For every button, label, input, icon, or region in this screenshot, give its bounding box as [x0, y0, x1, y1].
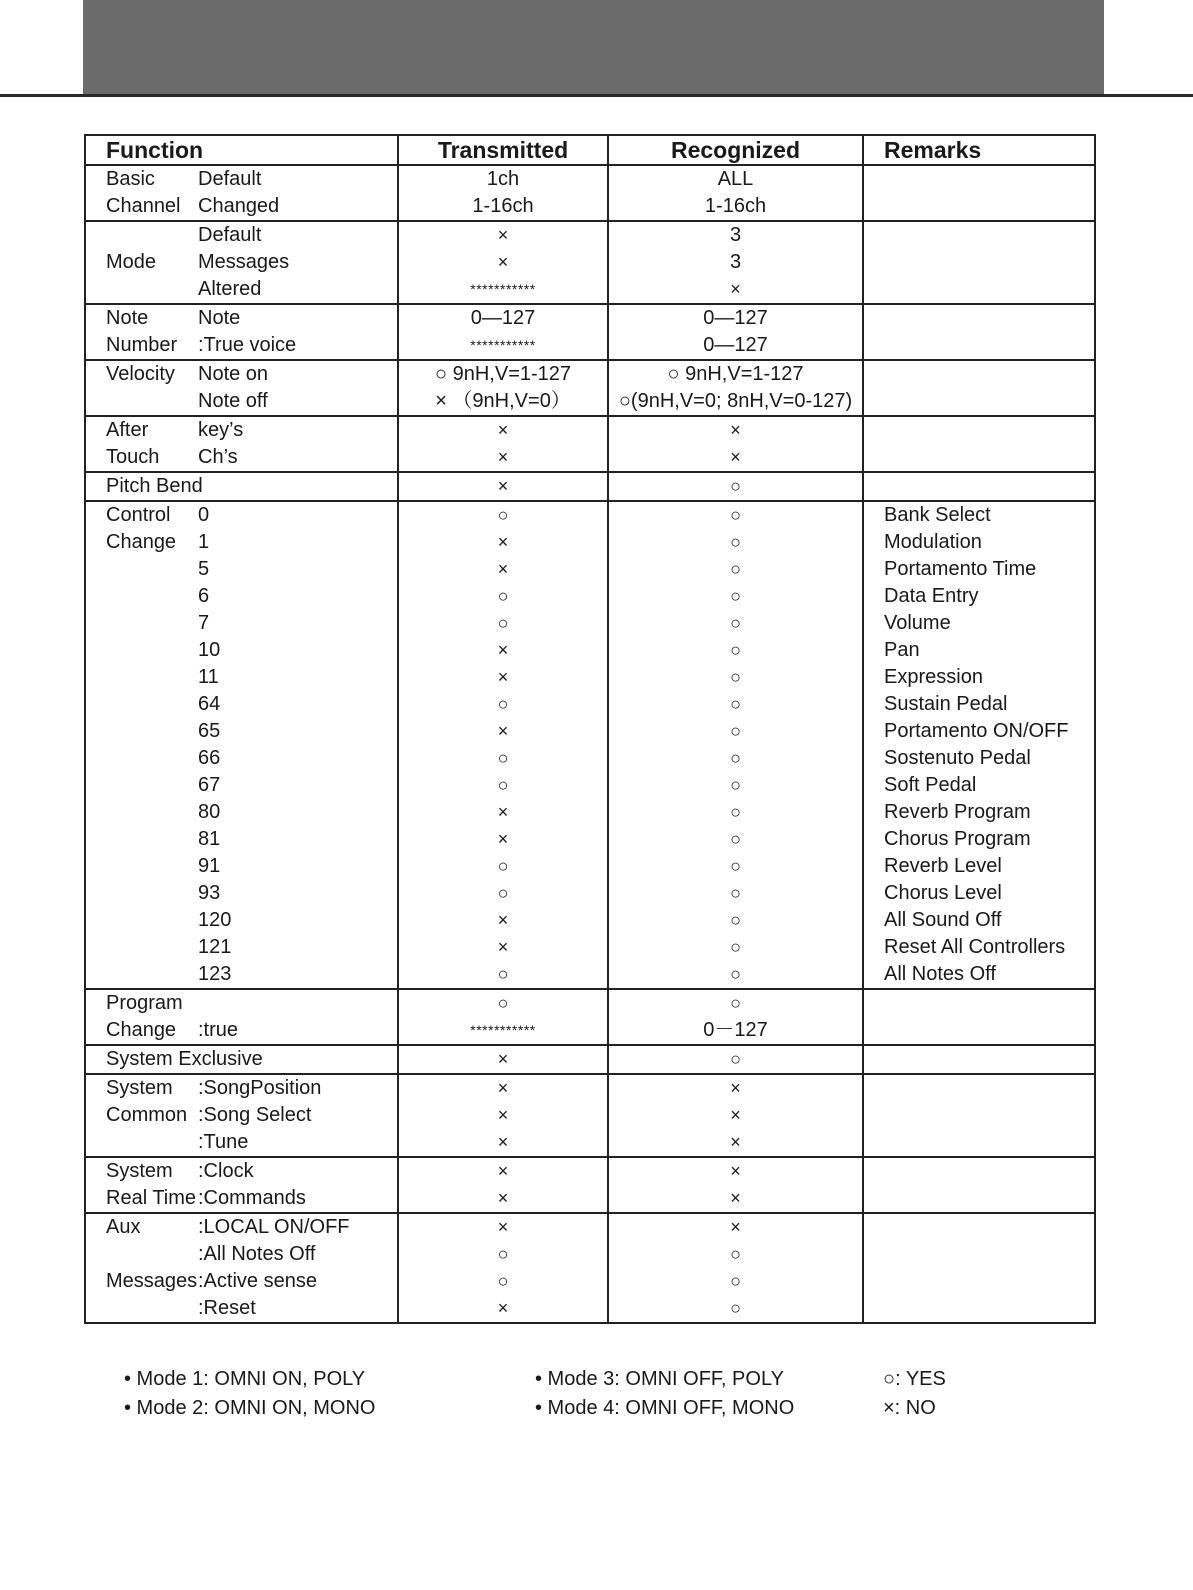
- transmitted-cell: ×: [398, 1295, 608, 1323]
- recognized-cell: 1-16ch: [608, 193, 863, 221]
- sub-function-cell: :All Notes Off: [198, 1243, 316, 1265]
- function-cell: System Exclusive: [106, 1048, 263, 1070]
- remarks-cell: [863, 1102, 1095, 1129]
- transmitted-cell: ×: [398, 637, 608, 664]
- recognized-cell: ○: [608, 799, 863, 826]
- function-cell: [85, 961, 198, 989]
- recognized-cell: ○: [608, 1241, 863, 1268]
- legend: [883, 1365, 946, 1423]
- remarks-cell: [863, 1185, 1095, 1213]
- footnote-mode-2: • Mode 2: OMNI ON, MONO: [124, 1397, 376, 1419]
- function-cell: Mode: [106, 251, 157, 273]
- sub-function-cell: 65: [198, 720, 221, 742]
- recognized-cell: ×: [608, 1157, 863, 1185]
- midi-implementation-chart: [84, 134, 1096, 1324]
- function-cell: [85, 799, 198, 826]
- table-group: [85, 221, 1095, 304]
- transmitted-cell: ○: [398, 853, 608, 880]
- function-cell: Change: [106, 1019, 177, 1041]
- remarks-cell: [863, 416, 1095, 444]
- remarks-cell: [863, 989, 1095, 1017]
- function-cell: [85, 934, 198, 961]
- table-row: [85, 799, 1095, 826]
- remarks-cell: [863, 1157, 1095, 1185]
- remarks-cell: [863, 1074, 1095, 1102]
- table-row: [85, 1213, 1095, 1241]
- transmitted-cell: ×: [398, 416, 608, 444]
- recognized-cell: 0—127: [608, 332, 863, 360]
- remarks-cell: Sostenuto Pedal: [863, 745, 1095, 772]
- remarks-cell: Portamento Time: [863, 556, 1095, 583]
- recognized-cell: ○: [608, 501, 863, 529]
- header-function: Function: [85, 135, 398, 165]
- transmitted-cell: ***********: [398, 332, 608, 360]
- table-row: [85, 360, 1095, 388]
- remarks-cell: [863, 1017, 1095, 1045]
- remarks-cell: Chorus Level: [863, 880, 1095, 907]
- function-cell: Change: [106, 531, 177, 553]
- function-cell: Basic: [106, 168, 155, 190]
- table-row: [85, 826, 1095, 853]
- function-cell: [85, 826, 198, 853]
- legend-yes: ○: YES: [883, 1368, 946, 1390]
- remarks-cell: Reverb Program: [863, 799, 1095, 826]
- remarks-cell: Expression: [863, 664, 1095, 691]
- recognized-cell: 0—127: [608, 304, 863, 332]
- function-cell: [85, 556, 198, 583]
- table-group: [85, 472, 1095, 501]
- recognized-cell: ○: [608, 610, 863, 637]
- table-row: [85, 276, 1095, 304]
- recognized-cell: ○: [608, 826, 863, 853]
- table-row: [85, 165, 1095, 193]
- sub-function-cell: 10: [198, 639, 221, 661]
- remarks-cell: [863, 249, 1095, 276]
- table-row: [85, 1129, 1095, 1157]
- sub-function-cell: 64: [198, 693, 221, 715]
- remarks-cell: Portamento ON/OFF: [863, 718, 1095, 745]
- sub-function-cell: Changed: [198, 195, 280, 217]
- recognized-cell: ○: [608, 583, 863, 610]
- recognized-cell: ○: [608, 880, 863, 907]
- table-group: [85, 360, 1095, 416]
- transmitted-cell: ***********: [398, 1017, 608, 1045]
- transmitted-cell: ○: [398, 745, 608, 772]
- sub-function-cell: :true: [198, 1019, 239, 1041]
- sub-function-cell: 1: [198, 531, 210, 553]
- remarks-cell: [863, 1241, 1095, 1268]
- remarks-cell: [863, 1129, 1095, 1157]
- transmitted-cell: ×: [398, 934, 608, 961]
- table-row: [85, 444, 1095, 472]
- remarks-cell: [863, 1295, 1095, 1323]
- remarks-cell: Bank Select: [863, 501, 1095, 529]
- recognized-cell: 3: [608, 249, 863, 276]
- sub-function-cell: :Song Select: [198, 1104, 312, 1126]
- function-cell: Real Time: [106, 1187, 197, 1209]
- header-rule: [0, 94, 1193, 97]
- sub-function-cell: 93: [198, 882, 221, 904]
- table-row: [85, 1295, 1095, 1323]
- remarks-cell: [863, 276, 1095, 304]
- transmitted-cell: ○: [398, 1241, 608, 1268]
- transmitted-cell: ○: [398, 501, 608, 529]
- table-row: [85, 853, 1095, 880]
- sub-function-cell: 80: [198, 801, 221, 823]
- sub-function-cell: Note off: [198, 390, 268, 412]
- sub-function-cell: :Reset: [198, 1297, 256, 1319]
- transmitted-cell: ○: [398, 961, 608, 989]
- table-row: [85, 664, 1095, 691]
- recognized-cell: ×: [608, 1185, 863, 1213]
- footnote-mode-1: • Mode 1: OMNI ON, POLY: [124, 1368, 366, 1390]
- table-row: [85, 416, 1095, 444]
- remarks-cell: [863, 332, 1095, 360]
- function-cell: [85, 221, 198, 249]
- remarks-cell: [863, 1045, 1095, 1074]
- recognized-cell: ○: [608, 1268, 863, 1295]
- footnotes-modes-3-4: [535, 1365, 794, 1423]
- function-cell: System: [106, 1077, 173, 1099]
- function-cell: [85, 1295, 198, 1323]
- table-group: [85, 1213, 1095, 1323]
- table-row: [85, 961, 1095, 989]
- recognized-cell: ALL: [608, 165, 863, 193]
- table-row: [85, 221, 1095, 249]
- recognized-cell: ○: [608, 907, 863, 934]
- table-group: [85, 304, 1095, 360]
- remarks-cell: Pan: [863, 637, 1095, 664]
- table-row: [85, 637, 1095, 664]
- transmitted-cell: ×: [398, 1045, 608, 1074]
- function-cell: [85, 664, 198, 691]
- transmitted-cell: ○ 9nH,V=1-127: [398, 360, 608, 388]
- table-row: [85, 772, 1095, 799]
- recognized-cell: ×: [608, 1129, 863, 1157]
- table-row: [85, 691, 1095, 718]
- sub-function-cell: Note: [198, 307, 241, 329]
- table-row: [85, 529, 1095, 556]
- sub-function-cell: :True voice: [198, 334, 297, 356]
- table-group: [85, 501, 1095, 989]
- function-cell: [85, 691, 198, 718]
- function-cell: Program: [106, 992, 183, 1014]
- sub-function-cell: :LOCAL ON/OFF: [198, 1216, 350, 1238]
- transmitted-cell: ×: [398, 907, 608, 934]
- sub-function-cell: :Tune: [198, 1131, 249, 1153]
- sub-function-cell: :SongPosition: [198, 1077, 322, 1099]
- function-cell: Pitch Bend: [106, 475, 203, 497]
- header-remarks: Remarks: [884, 136, 982, 163]
- sub-function-cell: 123: [198, 963, 232, 985]
- function-cell: Note: [106, 307, 149, 329]
- remarks-cell: All Sound Off: [863, 907, 1095, 934]
- recognized-cell: ×: [608, 416, 863, 444]
- function-cell: Common: [106, 1104, 188, 1126]
- table-row: [85, 193, 1095, 221]
- transmitted-cell: ○: [398, 691, 608, 718]
- transmitted-cell: ×: [398, 1213, 608, 1241]
- transmitted-cell: ×: [398, 221, 608, 249]
- recognized-cell: ○: [608, 961, 863, 989]
- function-cell: [85, 583, 198, 610]
- sub-function-cell: 67: [198, 774, 221, 796]
- table-row: [85, 1045, 1095, 1074]
- transmitted-cell: × （9nH,V=0）: [398, 388, 608, 416]
- transmitted-cell: ***********: [398, 276, 608, 304]
- remarks-cell: [863, 193, 1095, 221]
- recognized-cell: ○: [608, 1295, 863, 1323]
- recognized-cell: ○: [608, 718, 863, 745]
- remarks-cell: [863, 221, 1095, 249]
- function-cell: [85, 388, 198, 416]
- remarks-cell: [863, 388, 1095, 416]
- sub-function-cell: Altered: [198, 278, 262, 300]
- table-row: [85, 249, 1095, 276]
- remarks-cell: [863, 304, 1095, 332]
- recognized-cell: ×: [608, 1102, 863, 1129]
- recognized-cell: ○: [608, 472, 863, 501]
- sub-function-cell: 120: [198, 909, 232, 931]
- transmitted-cell: ×: [398, 529, 608, 556]
- table-row: [85, 501, 1095, 529]
- sub-function-cell: 81: [198, 828, 221, 850]
- remarks-cell: Soft Pedal: [863, 772, 1095, 799]
- remarks-cell: [863, 1268, 1095, 1295]
- recognized-cell: ○: [608, 1045, 863, 1074]
- transmitted-cell: ×: [398, 1102, 608, 1129]
- function-cell: [85, 276, 198, 304]
- transmitted-cell: ○: [398, 989, 608, 1017]
- sub-function-cell: [198, 472, 398, 501]
- sub-function-cell: :Clock: [198, 1160, 254, 1182]
- table-row: [85, 583, 1095, 610]
- table-row: [85, 880, 1095, 907]
- transmitted-cell: ×: [398, 799, 608, 826]
- table-row: [85, 907, 1095, 934]
- recognized-cell: ○: [608, 934, 863, 961]
- transmitted-cell: ×: [398, 556, 608, 583]
- remarks-cell: [863, 1213, 1095, 1241]
- function-cell: Messages: [106, 1270, 198, 1292]
- recognized-cell: ○: [608, 989, 863, 1017]
- header-band: [83, 0, 1104, 95]
- sub-function-cell: 121: [198, 936, 232, 958]
- function-cell: Aux: [106, 1216, 141, 1238]
- legend-no: ×: NO: [883, 1397, 936, 1419]
- table-row: [85, 1102, 1095, 1129]
- function-cell: System: [106, 1160, 173, 1182]
- table-row: [85, 1074, 1095, 1102]
- sub-function-cell: 0: [198, 504, 210, 526]
- table-group: [85, 1157, 1095, 1213]
- table-row: [85, 472, 1095, 501]
- remarks-cell: [863, 444, 1095, 472]
- function-cell: [85, 880, 198, 907]
- transmitted-cell: ○: [398, 583, 608, 610]
- remarks-cell: Reverb Level: [863, 853, 1095, 880]
- transmitted-cell: 1-16ch: [398, 193, 608, 221]
- sub-function-cell: Default: [198, 224, 262, 246]
- sub-function-cell: 11: [198, 666, 219, 688]
- function-cell: [85, 718, 198, 745]
- function-cell: After: [106, 419, 149, 441]
- sub-function-cell: :Active sense: [198, 1270, 317, 1292]
- table-row: [85, 1241, 1095, 1268]
- recognized-cell: ○: [608, 637, 863, 664]
- sub-function-cell: 5: [198, 558, 210, 580]
- table-row: [85, 1185, 1095, 1213]
- recognized-cell: ×: [608, 1074, 863, 1102]
- transmitted-cell: ×: [398, 249, 608, 276]
- function-cell: [85, 772, 198, 799]
- table-row: [85, 556, 1095, 583]
- remarks-cell: Data Entry: [863, 583, 1095, 610]
- recognized-cell: ○: [608, 529, 863, 556]
- remarks-cell: Reset All Controllers: [863, 934, 1095, 961]
- table-row: [85, 388, 1095, 416]
- header-recognized: Recognized: [608, 135, 863, 165]
- footnotes-modes-1-2: [124, 1365, 375, 1423]
- function-cell: [85, 1129, 198, 1157]
- recognized-cell: ○: [608, 745, 863, 772]
- sub-function-cell: 6: [198, 585, 210, 607]
- function-cell: [85, 853, 198, 880]
- remarks-cell: Modulation: [863, 529, 1095, 556]
- recognized-cell: ×: [608, 276, 863, 304]
- transmitted-cell: ○: [398, 772, 608, 799]
- recognized-cell: ×: [608, 1213, 863, 1241]
- table-row: [85, 1017, 1095, 1045]
- function-cell: Velocity: [106, 363, 175, 385]
- transmitted-cell: ×: [398, 1129, 608, 1157]
- recognized-cell: ○: [608, 664, 863, 691]
- remarks-cell: [863, 472, 1095, 501]
- transmitted-cell: ×: [398, 664, 608, 691]
- transmitted-cell: ×: [398, 718, 608, 745]
- function-cell: [85, 1241, 198, 1268]
- recognized-cell: 3: [608, 221, 863, 249]
- table-row: [85, 1157, 1095, 1185]
- table-row: [85, 1268, 1095, 1295]
- recognized-cell: 0－127: [608, 1017, 863, 1045]
- table-row: [85, 610, 1095, 637]
- sub-function-cell: Ch’s: [198, 446, 238, 468]
- recognized-cell: ○: [608, 691, 863, 718]
- transmitted-cell: 0—127: [398, 304, 608, 332]
- remarks-cell: Chorus Program: [863, 826, 1095, 853]
- transmitted-cell: ×: [398, 826, 608, 853]
- transmitted-cell: ○: [398, 880, 608, 907]
- table-row: [85, 934, 1095, 961]
- sub-function-cell: [198, 989, 398, 1017]
- function-cell: [85, 610, 198, 637]
- transmitted-cell: ×: [398, 472, 608, 501]
- recognized-cell: ○: [608, 853, 863, 880]
- table-group: [85, 1074, 1095, 1157]
- function-cell: Touch: [106, 446, 160, 468]
- table-row: [85, 332, 1095, 360]
- sub-function-cell: 7: [198, 612, 210, 634]
- recognized-cell: ×: [608, 444, 863, 472]
- transmitted-cell: ×: [398, 1157, 608, 1185]
- footnote-mode-4: • Mode 4: OMNI OFF, MONO: [535, 1397, 795, 1419]
- transmitted-cell: ×: [398, 444, 608, 472]
- function-cell: [85, 745, 198, 772]
- transmitted-cell: ○: [398, 1268, 608, 1295]
- table-row: [85, 718, 1095, 745]
- sub-function-cell: key’s: [198, 419, 244, 441]
- sub-function-cell: 91: [198, 855, 221, 877]
- sub-function-cell: Default: [198, 168, 262, 190]
- remarks-cell: [863, 360, 1095, 388]
- transmitted-cell: ○: [398, 610, 608, 637]
- transmitted-cell: ×: [398, 1185, 608, 1213]
- recognized-cell: ○: [608, 772, 863, 799]
- function-cell: Number: [106, 334, 178, 356]
- table-row: [85, 304, 1095, 332]
- transmitted-cell: 1ch: [398, 165, 608, 193]
- footnote-mode-3: • Mode 3: OMNI OFF, POLY: [535, 1368, 784, 1390]
- remarks-cell: Volume: [863, 610, 1095, 637]
- table-row: [85, 989, 1095, 1017]
- remarks-cell: Sustain Pedal: [863, 691, 1095, 718]
- transmitted-cell: ×: [398, 1074, 608, 1102]
- table-header-row: [85, 135, 1095, 165]
- table-row: [85, 745, 1095, 772]
- sub-function-cell: Note on: [198, 363, 269, 385]
- table-group: [85, 416, 1095, 472]
- recognized-cell: ○ 9nH,V=1-127: [608, 360, 863, 388]
- sub-function-cell: Messages: [198, 251, 290, 273]
- remarks-cell: All Notes Off: [863, 961, 1095, 989]
- function-cell: [85, 907, 198, 934]
- table-group: [85, 1045, 1095, 1074]
- remarks-cell: [863, 165, 1095, 193]
- function-cell: Control: [106, 504, 171, 526]
- table-group: [85, 165, 1095, 221]
- function-cell: [85, 637, 198, 664]
- table-group: [85, 989, 1095, 1045]
- sub-function-cell: :Commands: [198, 1187, 306, 1209]
- header-transmitted: Transmitted: [398, 135, 608, 165]
- sub-function-cell: 66: [198, 747, 221, 769]
- recognized-cell: ○(9nH,V=0; 8nH,V=0-127): [608, 388, 863, 416]
- function-cell: Channel: [106, 195, 181, 217]
- recognized-cell: ○: [608, 556, 863, 583]
